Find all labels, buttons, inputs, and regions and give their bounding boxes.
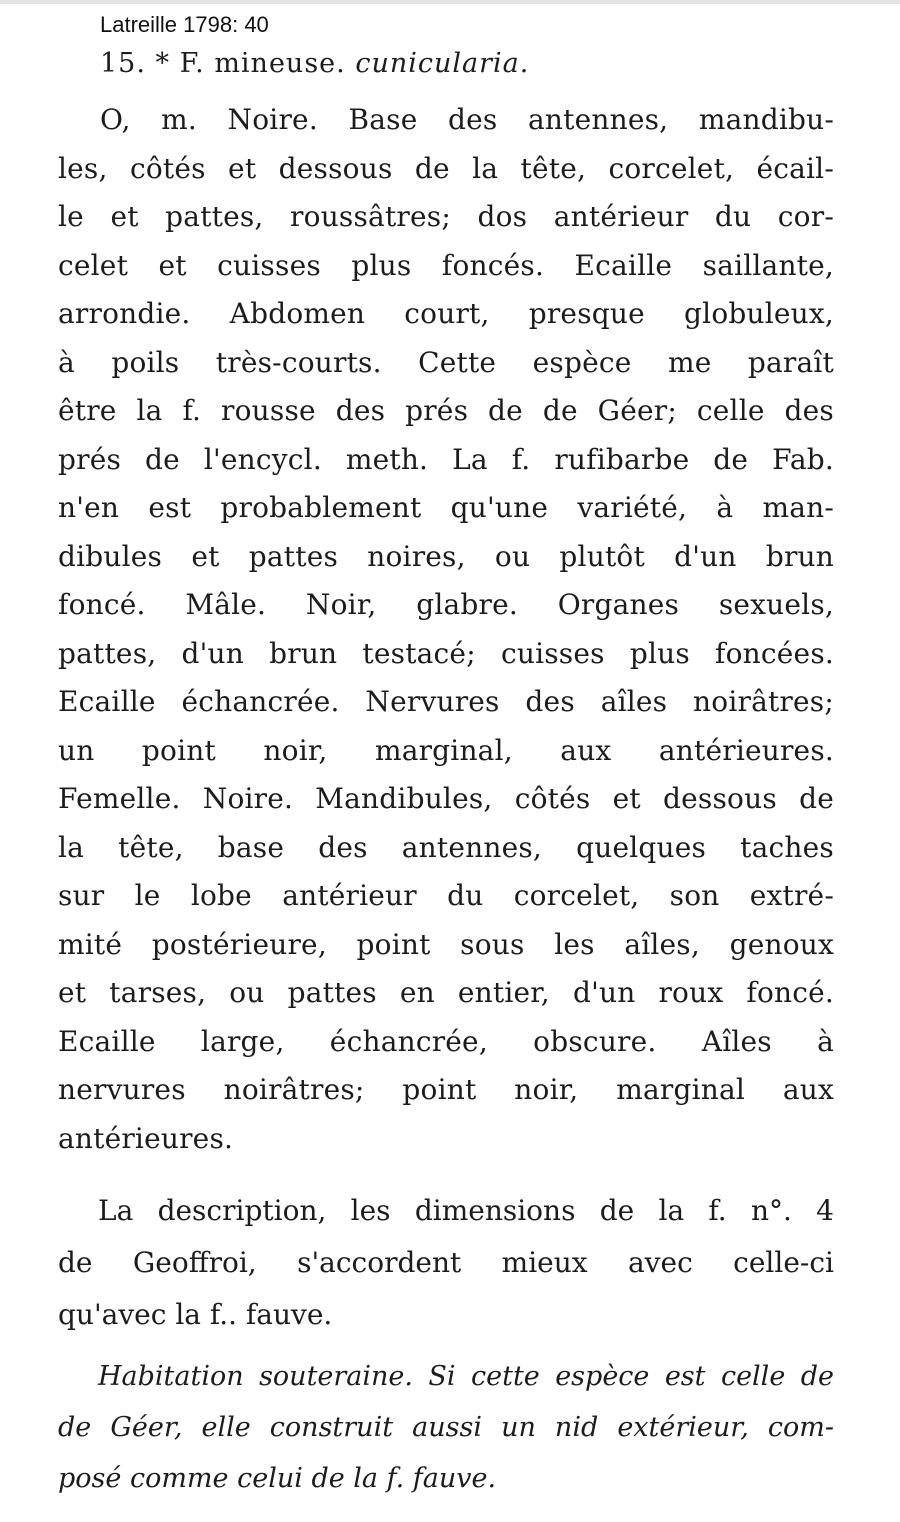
species-latin-name: cunicularia. — [355, 48, 530, 79]
text-line: de Géer, elle construit aussi un nid extérieur, com- — [58, 1412, 834, 1443]
text-line: prés de l'encycl. meth. La f. rufibarbe de Fab. — [58, 442, 834, 476]
text-line: La description, les dimensions de la f. n°. 4 — [98, 1194, 834, 1227]
description-paragraph — [58, 96, 834, 1163]
text-line: arrondie. Abdomen court, presque globuleux, — [58, 297, 834, 330]
text-line: nervures noirâtres; point noir, marginal aux — [58, 1073, 834, 1106]
text-line: qu'avec la f.. fauve. — [58, 1298, 333, 1331]
text-line: foncé. Mâle. Noir, glabre. Organes sexuels, — [58, 588, 834, 621]
top-border-strip — [0, 0, 900, 4]
text-line: être la f. rousse des prés de de Géer; celle des — [58, 394, 834, 427]
comparison-paragraph — [58, 1185, 834, 1341]
text-line: et tarses, ou pattes en entier, d'un roux foncé. — [58, 976, 834, 1009]
text-line: de Geoffroi, s'accordent mieux avec celle-ci — [58, 1246, 834, 1279]
text-line: dibules et pattes noires, ou plutôt d'un brun — [58, 539, 834, 573]
text-line: posé comme celui de la f. fauve. — [58, 1463, 497, 1494]
text-line: la tête, base des antennes, quelques taches — [58, 830, 834, 864]
text-line: Habitation souteraine. Si cette espèce est celle de — [98, 1361, 834, 1392]
species-common-name: * F. mineuse. — [155, 48, 346, 79]
text-line: pattes, d'un brun testacé; cuisses plus foncées. — [58, 636, 834, 670]
text-line: les, côtés et dessous de la tête, corcelet, écail- — [58, 151, 834, 185]
text-line: Ecaille échancrée. Nervures des aîles noirâtres; — [58, 685, 834, 718]
scanned-page-text — [58, 44, 834, 1504]
text-line: à poils très-courts. Cette espèce me paraît — [58, 345, 834, 379]
text-line: celet et cuisses plus foncés. Ecaille saillante, — [58, 248, 834, 282]
text-line: O, m. Noire. Base des antennes, mandibu- — [100, 103, 834, 136]
text-line: le et pattes, roussâtres; dos antérieur du cor- — [58, 200, 834, 233]
text-line: sur le lobe antérieur du corcelet, son extré- — [58, 879, 834, 912]
text-line: un point noir, marginal, aux antérieures. — [58, 733, 834, 767]
page-citation-caption: Latreille 1798: 40 — [100, 12, 269, 37]
text-line: Ecaille large, échancrée, obscure. Aîles à — [58, 1024, 834, 1058]
habitat-paragraph — [58, 1351, 834, 1504]
text-line: antérieures. — [58, 1121, 234, 1155]
text-line: mité postérieure, point sous les aîles, genoux — [58, 927, 834, 961]
species-heading — [100, 44, 834, 84]
text-line: n'en est probablement qu'une variété, à man- — [58, 491, 834, 524]
text-line: Femelle. Noire. Mandibules, côtés et dessous de — [58, 782, 834, 815]
species-number: 15. — [100, 48, 146, 79]
